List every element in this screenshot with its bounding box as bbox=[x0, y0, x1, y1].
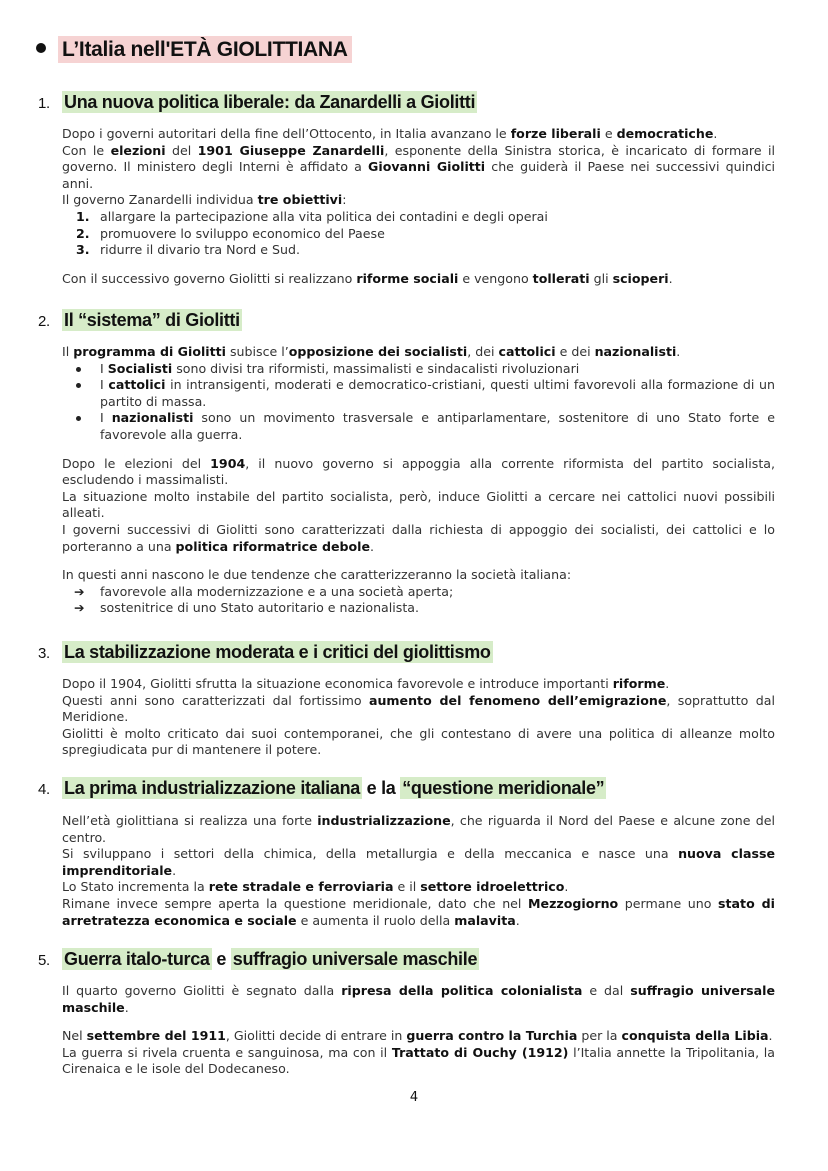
list-item: 2. promuovere lo sviluppo economico del Paese bbox=[76, 225, 385, 241]
document-title: L’Italia nell'ETÀ GIOLITTIANA bbox=[36, 38, 352, 62]
paragraph: Con le elezioni del 1901 Giuseppe Zanardelli, esponente della Sinistra storica, è incaricato di formare il governo. Il ministero degli Interni è affidato a Giovanni Giolitti che guiderà il Paese nei successivi quindici anni. bbox=[62, 142, 776, 191]
list-item: 3. ridurre il divario tra Nord e Sud. bbox=[76, 242, 300, 258]
list-item: I nazionalisti sono un movimento trasversale e antiparlamentare, sostenitore di uno Stato forte e favorevole alla guerra. bbox=[62, 410, 775, 443]
paragraph: Nel settembre del 1911, Giolitti decide di entrare in guerra contro la Turchia per la conquista della Libia. bbox=[62, 1028, 773, 1044]
bullet-icon bbox=[76, 383, 81, 388]
list-item: I Socialisti sono divisi tra riformisti, massimalisti e sindacalisti rivoluzionari bbox=[62, 361, 775, 378]
paragraph: La situazione molto instabile del partito socialista, però, induce Giolitti a cercare nei cattolici nuovi possibili alleati. bbox=[62, 488, 775, 521]
list-item: ➔ favorevole alla modernizzazione e a una società aperta; bbox=[74, 583, 454, 599]
section-4-heading: 4. La prima industrializzazione italiana e la “questione meridionale” bbox=[38, 778, 605, 798]
section-2-heading: 2. Il “sistema” di Giolitti bbox=[38, 310, 240, 330]
page-number: 4 bbox=[409, 1090, 419, 1105]
bullet-icon bbox=[36, 43, 46, 53]
paragraph: Si sviluppano i settori della chimica, della metallurgia e della meccanica e nasce una nuova classe imprenditoriale. bbox=[62, 846, 775, 878]
section-3-body bbox=[62, 676, 775, 759]
paragraph: I governi successivi di Giolitti sono caratterizzati dalla richiesta di appoggio dei socialisti, dei cattolici e lo porteranno a una politica riformatrice debole. bbox=[62, 521, 775, 554]
section-4-body bbox=[62, 813, 775, 929]
paragraph: Dopo il 1904, Giolitti sfrutta la situazione economica favorevole e introduce importanti riforme. bbox=[62, 676, 670, 691]
paragraph: In questi anni nascono le due tendenze che caratterizzeranno la società italiana: bbox=[62, 567, 572, 583]
paragraph: Con il successivo governo Giolitti si realizzano riforme sociali e vengono tollerati gli scioperi. bbox=[62, 270, 673, 286]
section-3-heading: 3. La stabilizzazione moderata e i critici del giolittismo bbox=[38, 642, 491, 662]
list-item: 1. allargare la partecipazione alla vita politica dei contadini e degli operai bbox=[76, 208, 548, 224]
section-5-body bbox=[62, 983, 775, 1078]
paragraph: Nell’età giolittiana si realizza una forte industrializzazione, che riguarda il Nord del Paese e alcune zone del centro. bbox=[62, 813, 775, 845]
tendencies-list bbox=[62, 584, 775, 617]
list-item: I cattolici in intransigenti, moderati e democratico-cristiani, questi ultimi favorevoli alla formazione di un partito di massa. bbox=[62, 377, 775, 410]
paragraph: Il programma di Giolitti subisce l’opposizione dei socialisti, dei cattolici e dei nazionalisti. bbox=[62, 344, 681, 359]
arrow-right-icon: ➔ bbox=[74, 600, 85, 616]
paragraph: Dopo i governi autoritari della fine dell’Ottocento, in Italia avanzano le forze liberali e democratiche. bbox=[62, 126, 718, 141]
objectives-list bbox=[62, 209, 775, 259]
paragraph: Giolitti è molto criticato dai suoi contemporanei, che gli contestano di avere una politica di alleanze molto spregiudicata pur di mantenere il potere. bbox=[62, 725, 775, 758]
bullet-icon bbox=[76, 416, 81, 421]
paragraph: Lo Stato incrementa la rete stradale e ferroviaria e il settore idroelettrico. bbox=[62, 879, 569, 895]
paragraph: Il quarto governo Giolitti è segnato dalla ripresa della politica colonialista e dal suffragio universale maschile. bbox=[62, 983, 776, 1015]
paragraph: La guerra si rivela cruenta e sanguinosa, ma con il Trattato di Ouchy (1912) l’Italia annette la Tripolitania, la Cirenaica e le isole del Dodecaneso. bbox=[62, 1044, 775, 1077]
opposition-list bbox=[62, 361, 775, 444]
section-5-heading: 5. Guerra italo-turca e suffragio universale maschile bbox=[38, 949, 478, 969]
paragraph: Dopo le elezioni del 1904, il nuovo governo si appoggia alla corrente riformista del partito socialista, escludendo i massimalisti. bbox=[62, 455, 775, 488]
paragraph: Il governo Zanardelli individua tre obiettivi: bbox=[62, 192, 347, 208]
section-1-heading: 1. Una nuova politica liberale: da Zanardelli a Giolitti bbox=[38, 92, 476, 112]
arrow-right-icon: ➔ bbox=[74, 583, 85, 599]
paragraph: Rimane invece sempre aperta la questione meridionale, dato che nel Mezzogiorno permane uno stato di arretratezza economica e sociale e aumenta il ruolo della malavita. bbox=[62, 895, 776, 928]
paragraph: Questi anni sono caratterizzati dal fortissimo aumento del fenomeno dell’emigrazione, soprattutto dal Meridione. bbox=[62, 692, 775, 725]
section-2-body bbox=[62, 344, 775, 617]
bullet-icon bbox=[76, 367, 81, 372]
list-item: ➔ sostenitrice di uno Stato autoritario e nazionalista. bbox=[74, 600, 419, 616]
section-1-body bbox=[62, 126, 775, 287]
